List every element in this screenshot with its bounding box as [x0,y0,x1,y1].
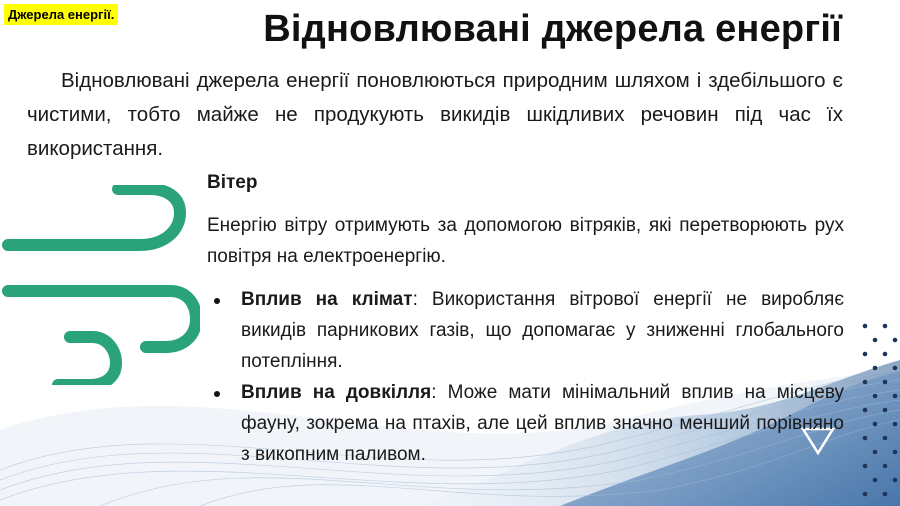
topic-tag: Джерела енергії. [4,4,118,25]
impact-list [210,284,844,470]
bullet-dot [214,391,220,397]
bullet-text: : Використання вітрової енергії не виробляє викидів парникових газів, що допомагає у зниженні глобального потепління. [241,289,845,372]
list-item [210,377,844,470]
wind-description: Енергію вітру отримують за допомогою вітряків, які перетворюють рух повітря на електроенергію. [207,215,844,267]
bullet-text: : Може мати мінімальний вплив на місцеву фауну, зокрема на птахів, але цей вплив значно менший порівняно з викопним паливом. [241,382,844,465]
slide-title: Відновлювані джерела енергії [263,8,842,50]
intro-paragraph: Відновлювані джерела енергії поновлюються природним шляхом і здебільшого є чистими, тобто майже не продукують викидів шкідливих речовин під час їх використання. [27,69,843,160]
bullet-term: Вплив на клімат [241,289,413,310]
bullet-dot [214,298,220,304]
list-item [210,284,844,377]
wind-icon [0,185,200,385]
wind-heading: Вітер [207,172,258,193]
bullet-term: Вплив на довкілля [241,382,432,403]
dot-grid-decoration [855,318,900,503]
